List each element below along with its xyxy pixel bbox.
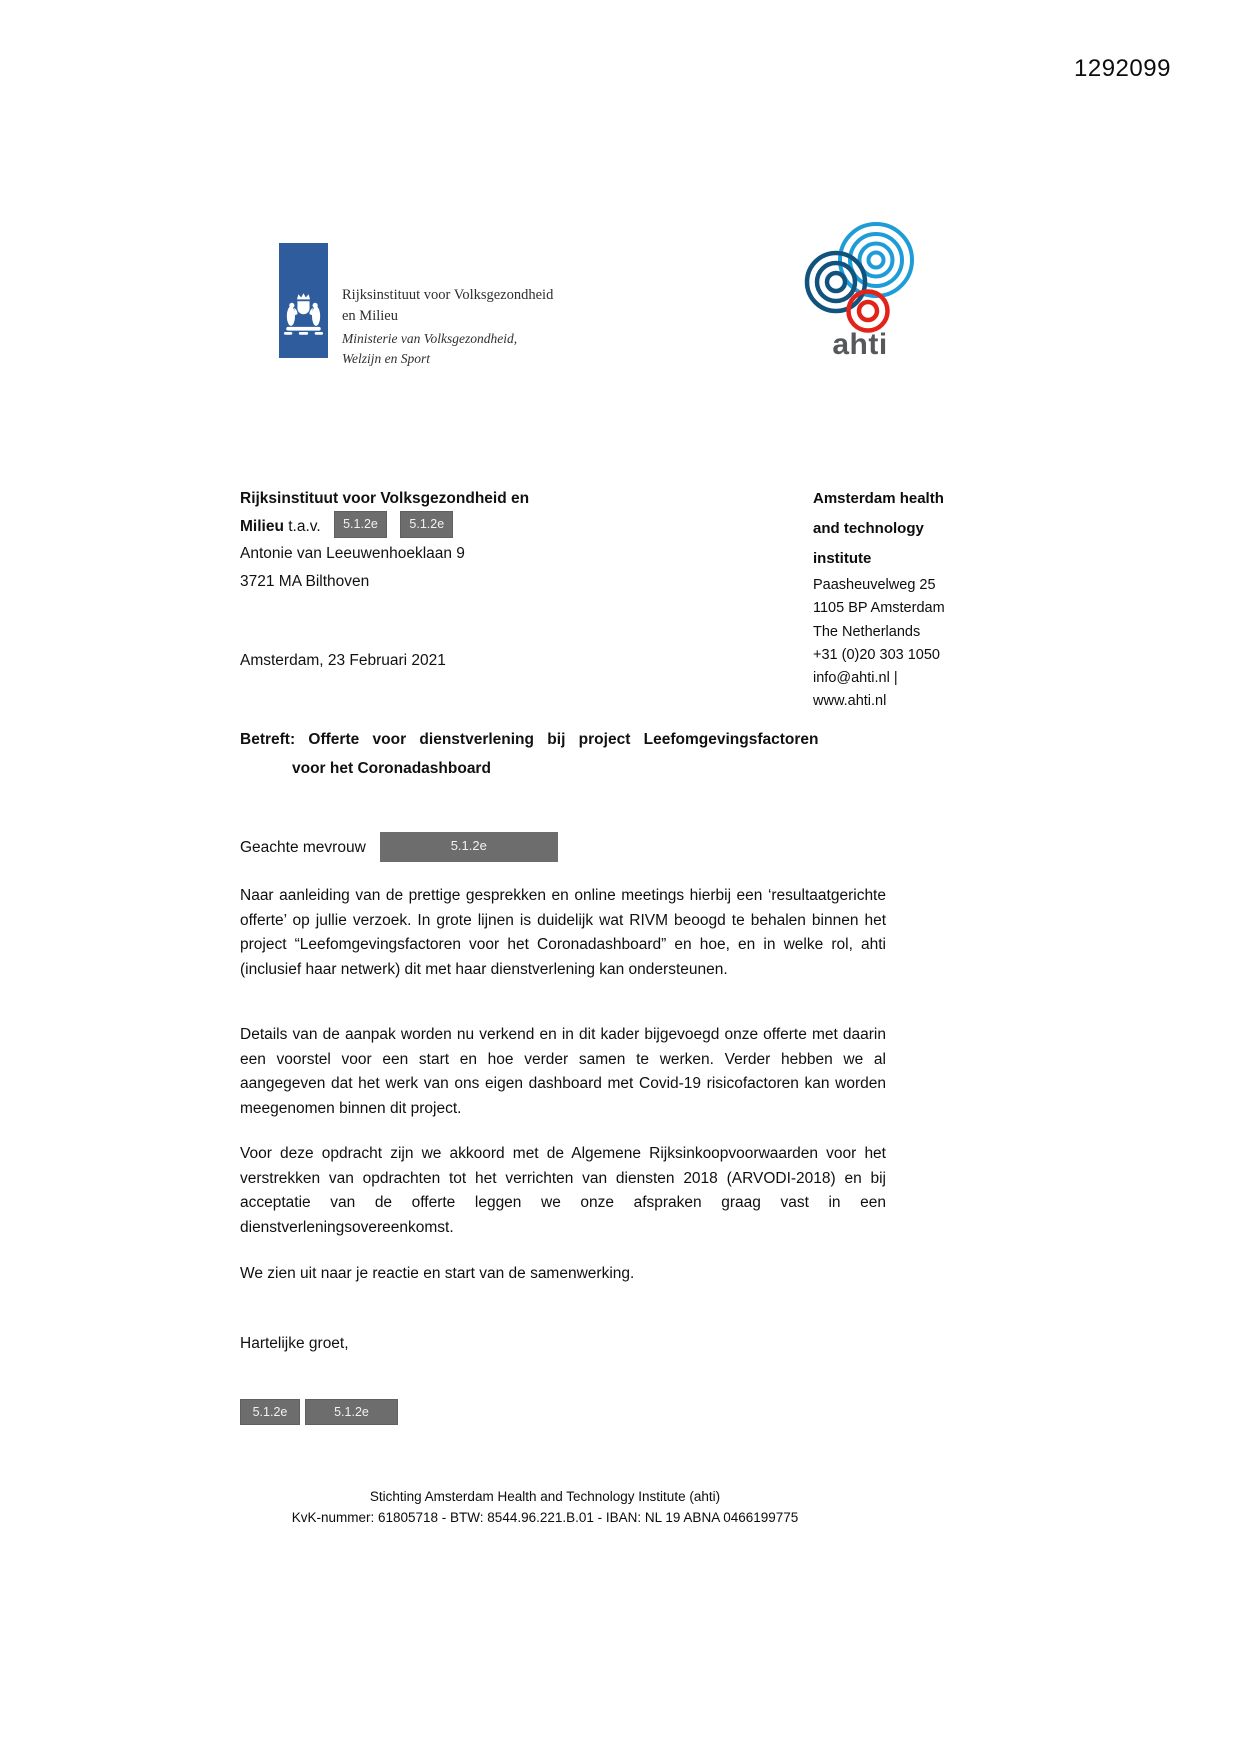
- recipient-address-block: [240, 485, 660, 595]
- redaction-box: 5.1.2e: [400, 511, 453, 538]
- ahti-wordmark: ahti: [832, 328, 888, 361]
- document-number: 1292099: [1074, 55, 1171, 82]
- salutation: [240, 833, 558, 863]
- rivm-ministry-line2: Welzijn en Sport: [342, 351, 431, 366]
- footer-line1: Stichting Amsterdam Health and Technology Institute (ahti): [369, 1489, 721, 1504]
- recipient-org-line1: Rijksinstituut voor Volksgezondheid en: [240, 490, 530, 507]
- redaction-box: 5.1.2e: [240, 1399, 300, 1425]
- rivm-name-line1: Rijksinstituut voor Volksgezondheid: [342, 287, 554, 303]
- sender-country: The Netherlands: [813, 623, 921, 640]
- recipient-city: 3721 MA Bilthoven: [240, 572, 370, 590]
- redaction-box: 5.1.2e: [380, 832, 558, 862]
- recipient-street: Antonie van Leeuwenhoeklaan 9: [240, 545, 465, 562]
- redaction-box: 5.1.2e: [305, 1399, 398, 1425]
- sender-phone: +31 (0)20 303 1050: [813, 646, 940, 663]
- redaction-box: 5.1.2e: [334, 511, 387, 538]
- signoff: Hartelijke groet,: [240, 1335, 349, 1352]
- recipient-org-name: Milieu: [240, 517, 284, 535]
- recipient-org-line2: [240, 513, 660, 541]
- footer-line2: KvK-nummer: 61805718 - BTW: 8544.96.221.B.01 - IBAN: NL 19 ABNA 0466199775: [291, 1510, 799, 1525]
- rivm-crest-icon: [283, 290, 324, 346]
- salutation-text: Geachte mevrouw: [240, 839, 366, 857]
- sender-street: Paasheuvelweg 25: [813, 577, 936, 593]
- rivm-logo-text: [342, 285, 602, 369]
- subject-line2: voor het Coronadashboard: [292, 760, 491, 777]
- sender-name-line3: institute: [813, 550, 872, 567]
- recipient-attn: t.a.v.: [283, 517, 321, 535]
- sender-email: info@ahti.nl |: [813, 670, 898, 687]
- body-paragraph-2: Details van de aanpak worden nu verkend en in dit kader bijgevoegd onze offerte met daarin een voorstel voor een start en hoe verder samen te werken. Verder hebben we al aangegeven dat het werk van ons eigen dashboard met Covid-19 risicofactoren kan worden meegenomen binnen dit project.: [240, 1026, 886, 1117]
- rivm-ministry-line1: Ministerie van Volksgezondheid,: [342, 331, 518, 346]
- rivm-logo: [279, 243, 328, 358]
- rivm-name-line2: en Milieu: [342, 308, 398, 324]
- dateline: Amsterdam, 23 Februari 2021: [240, 652, 446, 669]
- body-paragraph-1: Naar aanleiding van de prettige gesprekken en online meetings hierbij een ‘resultaatgerichte offerte’ op jullie verzoek. In grote lijnen is duidelijk wat RIVM beoogd te behalen binnen het project “Leefomgevingsfactoren voor het Coronadashboard” en hoe, en in welke rol, ahti (inclusief haar netwerk) dit met haar dienstverlening kan ondersteunen.: [240, 887, 886, 978]
- sender-website: www.ahti.nl: [813, 693, 887, 710]
- subject-block: [240, 731, 886, 778]
- body-paragraph-3: Voor deze opdracht zijn we akkoord met de Algemene Rijksinkoopvoorwaarden voor het verstrekken van opdrachten tot het verrichten van diensten 2018 (ARVODI-2018) en bij acceptatie van de offerte leggen we onze afspraken graag vast in een dienstverleningsovereenkomst.: [240, 1145, 886, 1236]
- sender-name-line1: Amsterdam health: [813, 490, 944, 507]
- closing-line: We zien uit naar je reactie en start van de samenwerking.: [240, 1265, 635, 1282]
- letter-footer: [160, 1486, 930, 1528]
- subject-line1: Betreft: Offerte voor dienstverlening bij project Leefomgevingsfactoren: [240, 731, 819, 748]
- sender-address-block: [813, 484, 1003, 714]
- sender-name-line2: and technology: [813, 520, 924, 537]
- sender-postal-city: 1105 BP Amsterdam: [813, 600, 945, 617]
